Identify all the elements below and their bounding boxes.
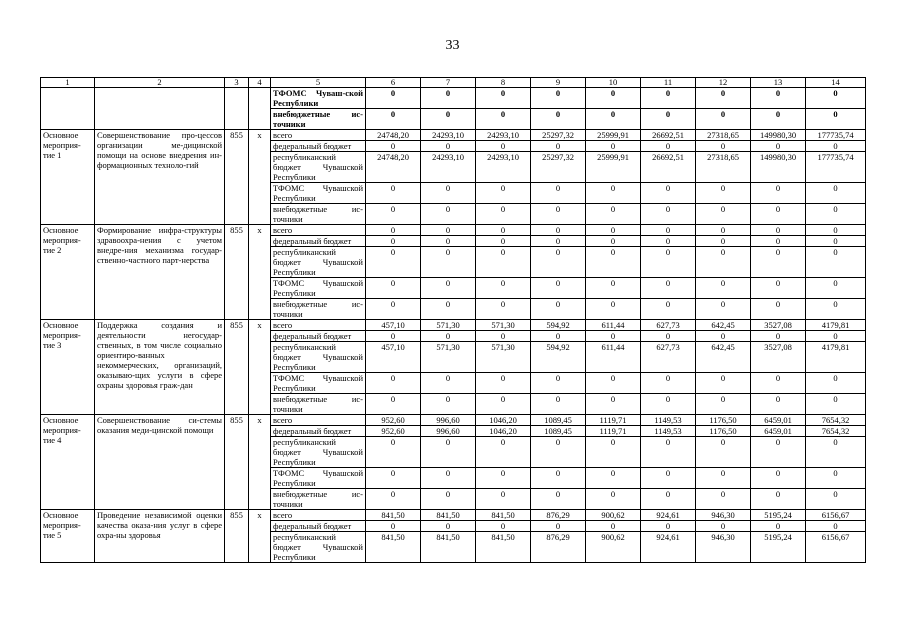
- value-cell: 0: [751, 204, 806, 225]
- value-cell: 996,60: [421, 426, 476, 437]
- value-cell: 25999,91: [586, 152, 641, 183]
- value-cell: 0: [751, 236, 806, 247]
- value-cell: 0: [641, 247, 696, 278]
- value-cell: 952,60: [366, 415, 421, 426]
- value-cell: 0: [806, 489, 866, 510]
- section-mark: x: [249, 320, 271, 415]
- value-cell: 0: [531, 373, 586, 394]
- value-cell: 571,30: [421, 320, 476, 331]
- value-cell: 611,44: [586, 320, 641, 331]
- value-cell: 3527,08: [751, 342, 806, 373]
- value-cell: 0: [476, 183, 531, 204]
- value-cell: 0: [531, 437, 586, 468]
- grbs-code: 855: [225, 415, 249, 510]
- value-cell: 0: [476, 109, 531, 130]
- value-cell: 0: [366, 278, 421, 299]
- funding-source: всего: [271, 225, 366, 236]
- value-cell: 0: [641, 489, 696, 510]
- value-cell: 0: [476, 88, 531, 109]
- value-cell: 4179,81: [806, 320, 866, 331]
- value-cell: 0: [696, 299, 751, 320]
- value-cell: 0: [476, 373, 531, 394]
- value-cell: 0: [531, 204, 586, 225]
- measure-name: Поддержка создания и деятельности негосудар-ственных, в том числе социально ориентиро-ванных некоммерческих, организаций, оказываю-щих услуги в сфере охраны здоровья граж-дан: [95, 320, 225, 415]
- funding-source: всего: [271, 510, 366, 521]
- value-cell: 0: [366, 183, 421, 204]
- value-cell: 7654,32: [806, 426, 866, 437]
- value-cell: 0: [586, 373, 641, 394]
- value-cell: 149980,30: [751, 130, 806, 141]
- value-cell: 0: [806, 225, 866, 236]
- value-cell: 0: [476, 141, 531, 152]
- value-cell: 952,60: [366, 426, 421, 437]
- column-header: 1: [41, 78, 95, 88]
- value-cell: 5195,24: [751, 532, 806, 563]
- measure-name: Совершенствование про-цессов организации ме-дицинской помощи на основе внедрения ин-формационных техноло-гий: [95, 130, 225, 225]
- value-cell: 6156,67: [806, 532, 866, 563]
- value-cell: 1119,71: [586, 415, 641, 426]
- value-cell: 0: [531, 236, 586, 247]
- value-cell: 0: [751, 468, 806, 489]
- value-cell: 5195,24: [751, 510, 806, 521]
- table-row: [41, 130, 866, 141]
- value-cell: 27318,65: [696, 152, 751, 183]
- value-cell: 0: [641, 468, 696, 489]
- funding-source: внебюджетные ис-точники: [271, 109, 366, 130]
- value-cell: 0: [366, 247, 421, 278]
- grbs-code: 855: [225, 320, 249, 415]
- value-cell: 0: [806, 468, 866, 489]
- value-cell: 594,92: [531, 320, 586, 331]
- value-cell: 0: [586, 299, 641, 320]
- funding-source: республиканский бюджет Чувашской Республики: [271, 152, 366, 183]
- value-cell: 4179,81: [806, 342, 866, 373]
- value-cell: 0: [806, 109, 866, 130]
- column-header: 3: [225, 78, 249, 88]
- value-cell: 0: [696, 141, 751, 152]
- value-cell: 0: [476, 278, 531, 299]
- value-cell: 0: [806, 437, 866, 468]
- funding-source: ТФОМС Чувашской Республики: [271, 278, 366, 299]
- value-cell: 177735,74: [806, 130, 866, 141]
- value-cell: 0: [586, 278, 641, 299]
- value-cell: 0: [421, 437, 476, 468]
- value-cell: 1149,53: [641, 426, 696, 437]
- empty-cell: [95, 88, 225, 130]
- value-cell: 0: [476, 521, 531, 532]
- value-cell: 25297,32: [531, 130, 586, 141]
- value-cell: 642,45: [696, 320, 751, 331]
- value-cell: 24748,20: [366, 130, 421, 141]
- value-cell: 0: [476, 437, 531, 468]
- table-row: [41, 415, 866, 426]
- value-cell: 149980,30: [751, 152, 806, 183]
- column-header: 7: [421, 78, 476, 88]
- value-cell: 0: [531, 88, 586, 109]
- value-cell: 0: [531, 278, 586, 299]
- measure-name: Проведение независимой оценки качества оказа-ния услуг в сфере охра-ны здоровья: [95, 510, 225, 563]
- value-cell: 0: [806, 141, 866, 152]
- value-cell: 0: [586, 468, 641, 489]
- value-cell: 0: [421, 109, 476, 130]
- value-cell: 0: [806, 331, 866, 342]
- value-cell: 0: [696, 204, 751, 225]
- value-cell: 0: [421, 489, 476, 510]
- value-cell: 0: [751, 183, 806, 204]
- funding-source: внебюджетные ис-точники: [271, 299, 366, 320]
- value-cell: 24748,20: [366, 152, 421, 183]
- value-cell: 3527,08: [751, 320, 806, 331]
- value-cell: 0: [586, 183, 641, 204]
- column-header: 10: [586, 78, 641, 88]
- value-cell: 0: [696, 373, 751, 394]
- value-cell: 0: [476, 204, 531, 225]
- value-cell: 1119,71: [586, 426, 641, 437]
- value-cell: 25297,32: [531, 152, 586, 183]
- value-cell: 0: [366, 299, 421, 320]
- value-cell: 457,10: [366, 342, 421, 373]
- value-cell: 0: [421, 468, 476, 489]
- value-cell: 0: [641, 88, 696, 109]
- grbs-code: 855: [225, 510, 249, 563]
- value-cell: 841,50: [476, 532, 531, 563]
- value-cell: 0: [751, 437, 806, 468]
- value-cell: 0: [641, 141, 696, 152]
- value-cell: 0: [586, 521, 641, 532]
- value-cell: 841,50: [366, 510, 421, 521]
- value-cell: 627,73: [641, 342, 696, 373]
- value-cell: 841,50: [421, 510, 476, 521]
- value-cell: 0: [586, 225, 641, 236]
- value-cell: 571,30: [421, 342, 476, 373]
- column-header: 4: [249, 78, 271, 88]
- value-cell: 0: [421, 183, 476, 204]
- value-cell: 0: [806, 521, 866, 532]
- value-cell: 6459,01: [751, 426, 806, 437]
- value-cell: 0: [421, 331, 476, 342]
- value-cell: 0: [531, 331, 586, 342]
- value-cell: 0: [531, 141, 586, 152]
- value-cell: 0: [806, 373, 866, 394]
- value-cell: 0: [696, 225, 751, 236]
- value-cell: 0: [806, 204, 866, 225]
- value-cell: 6459,01: [751, 415, 806, 426]
- measure-name: Формирование инфра-структуры здравоохра-нения с учетом внедре-ния механизма государ-ственно-частного парт-нерства: [95, 225, 225, 320]
- value-cell: 0: [366, 373, 421, 394]
- value-cell: 0: [421, 521, 476, 532]
- column-header: 14: [806, 78, 866, 88]
- value-cell: 0: [641, 225, 696, 236]
- value-cell: 0: [421, 247, 476, 278]
- value-cell: 1046,20: [476, 415, 531, 426]
- column-header: 9: [531, 78, 586, 88]
- funding-source: всего: [271, 130, 366, 141]
- value-cell: 0: [586, 236, 641, 247]
- value-cell: 0: [806, 278, 866, 299]
- value-cell: 642,45: [696, 342, 751, 373]
- value-cell: 0: [751, 278, 806, 299]
- measure-name: Совершенствование си-стемы оказания меди-цинской помощи: [95, 415, 225, 510]
- funding-source: ТФОМС Чувашской Республики: [271, 468, 366, 489]
- value-cell: 0: [476, 331, 531, 342]
- measure-type: Основное мероприя-тие 5: [41, 510, 95, 563]
- value-cell: 0: [696, 394, 751, 415]
- value-cell: 0: [806, 236, 866, 247]
- value-cell: 0: [421, 141, 476, 152]
- value-cell: 0: [696, 521, 751, 532]
- value-cell: 0: [751, 88, 806, 109]
- value-cell: 1089,45: [531, 415, 586, 426]
- value-cell: 0: [531, 299, 586, 320]
- value-cell: 0: [641, 236, 696, 247]
- value-cell: 25999,91: [586, 130, 641, 141]
- funding-source: ТФОМС Чувашской Республики: [271, 373, 366, 394]
- value-cell: 0: [531, 489, 586, 510]
- value-cell: 0: [476, 468, 531, 489]
- page-number: 33: [445, 38, 460, 53]
- measure-type: Основное мероприя-тие 4: [41, 415, 95, 510]
- budget-table: [40, 77, 866, 563]
- table-row: [41, 510, 866, 521]
- grbs-code: 855: [225, 225, 249, 320]
- value-cell: 0: [421, 236, 476, 247]
- value-cell: 0: [641, 373, 696, 394]
- value-cell: 0: [476, 299, 531, 320]
- value-cell: 24293,10: [421, 130, 476, 141]
- value-cell: 0: [586, 489, 641, 510]
- value-cell: 0: [641, 204, 696, 225]
- section-mark: x: [249, 130, 271, 225]
- value-cell: 924,61: [641, 532, 696, 563]
- funding-source: федеральный бюджет: [271, 331, 366, 342]
- value-cell: 0: [641, 278, 696, 299]
- funding-source: республиканский бюджет Чувашской Республики: [271, 247, 366, 278]
- value-cell: 627,73: [641, 320, 696, 331]
- value-cell: 0: [366, 468, 421, 489]
- funding-source: ТФОМС Чувашской Республики: [271, 183, 366, 204]
- value-cell: 0: [806, 247, 866, 278]
- value-cell: 0: [421, 204, 476, 225]
- value-cell: 0: [696, 278, 751, 299]
- value-cell: 900,62: [586, 532, 641, 563]
- value-cell: 0: [366, 141, 421, 152]
- value-cell: 26692,51: [641, 130, 696, 141]
- empty-cell: [225, 88, 249, 130]
- funding-source: внебюджетные ис-точники: [271, 394, 366, 415]
- value-cell: 0: [531, 394, 586, 415]
- value-cell: 0: [586, 204, 641, 225]
- measure-type: Основное мероприя-тие 3: [41, 320, 95, 415]
- value-cell: 0: [366, 437, 421, 468]
- value-cell: 0: [751, 489, 806, 510]
- value-cell: 0: [421, 88, 476, 109]
- value-cell: 0: [366, 225, 421, 236]
- funding-source: федеральный бюджет: [271, 426, 366, 437]
- value-cell: 177735,74: [806, 152, 866, 183]
- column-header: 11: [641, 78, 696, 88]
- value-cell: 1176,50: [696, 415, 751, 426]
- value-cell: 457,10: [366, 320, 421, 331]
- funding-source: всего: [271, 415, 366, 426]
- value-cell: 0: [806, 183, 866, 204]
- value-cell: 0: [421, 225, 476, 236]
- value-cell: 841,50: [421, 532, 476, 563]
- value-cell: 841,50: [366, 532, 421, 563]
- value-cell: 0: [476, 394, 531, 415]
- value-cell: 0: [586, 437, 641, 468]
- value-cell: 0: [531, 225, 586, 236]
- value-cell: 0: [751, 109, 806, 130]
- funding-source: федеральный бюджет: [271, 141, 366, 152]
- value-cell: 1046,20: [476, 426, 531, 437]
- measure-type: Основное мероприя-тие 2: [41, 225, 95, 320]
- section-mark: x: [249, 510, 271, 563]
- value-cell: 0: [366, 204, 421, 225]
- value-cell: 0: [751, 394, 806, 415]
- value-cell: 0: [641, 109, 696, 130]
- value-cell: 0: [366, 489, 421, 510]
- section-mark: x: [249, 415, 271, 510]
- value-cell: 0: [531, 109, 586, 130]
- funding-source: федеральный бюджет: [271, 236, 366, 247]
- value-cell: 0: [531, 183, 586, 204]
- value-cell: 27318,65: [696, 130, 751, 141]
- value-cell: 0: [586, 88, 641, 109]
- value-cell: 0: [696, 331, 751, 342]
- column-header: 5: [271, 78, 366, 88]
- value-cell: 0: [366, 236, 421, 247]
- value-cell: 0: [641, 437, 696, 468]
- value-cell: 0: [476, 225, 531, 236]
- value-cell: 24293,10: [421, 152, 476, 183]
- column-header: 12: [696, 78, 751, 88]
- value-cell: 0: [806, 394, 866, 415]
- table-row: [41, 320, 866, 331]
- value-cell: 0: [696, 489, 751, 510]
- value-cell: 0: [641, 183, 696, 204]
- value-cell: 1089,45: [531, 426, 586, 437]
- funding-source: республиканский бюджет Чувашской Республики: [271, 437, 366, 468]
- value-cell: 0: [586, 331, 641, 342]
- value-cell: 0: [696, 236, 751, 247]
- value-cell: 594,92: [531, 342, 586, 373]
- value-cell: 6156,67: [806, 510, 866, 521]
- value-cell: 0: [476, 236, 531, 247]
- value-cell: 0: [641, 521, 696, 532]
- value-cell: 0: [696, 88, 751, 109]
- funding-source: республиканский бюджет Чувашской Республики: [271, 532, 366, 563]
- column-header: 8: [476, 78, 531, 88]
- value-cell: 1176,50: [696, 426, 751, 437]
- value-cell: 0: [366, 331, 421, 342]
- value-cell: 0: [586, 394, 641, 415]
- value-cell: 0: [641, 299, 696, 320]
- value-cell: 876,29: [531, 510, 586, 521]
- funding-source: внебюджетные ис-точники: [271, 204, 366, 225]
- value-cell: 0: [696, 109, 751, 130]
- value-cell: 0: [531, 468, 586, 489]
- value-cell: 0: [366, 109, 421, 130]
- value-cell: 0: [586, 109, 641, 130]
- value-cell: 0: [421, 373, 476, 394]
- value-cell: 24293,10: [476, 130, 531, 141]
- value-cell: 0: [806, 299, 866, 320]
- value-cell: 0: [476, 489, 531, 510]
- funding-source: ТФОМС Чуваш-ской Республики: [271, 88, 366, 109]
- value-cell: 0: [531, 247, 586, 278]
- column-header: 6: [366, 78, 421, 88]
- funding-source: республиканский бюджет Чувашской Республики: [271, 342, 366, 373]
- funding-source: внебюджетные ис-точники: [271, 489, 366, 510]
- value-cell: 0: [366, 394, 421, 415]
- value-cell: 946,30: [696, 532, 751, 563]
- measure-type: Основное мероприя-тие 1: [41, 130, 95, 225]
- table-body: [41, 88, 866, 563]
- value-cell: 0: [696, 437, 751, 468]
- value-cell: 24293,10: [476, 152, 531, 183]
- value-cell: 611,44: [586, 342, 641, 373]
- table-row: [41, 88, 866, 109]
- value-cell: 0: [806, 88, 866, 109]
- value-cell: 0: [421, 278, 476, 299]
- value-cell: 0: [421, 394, 476, 415]
- value-cell: 0: [586, 141, 641, 152]
- header-row: [41, 78, 866, 88]
- table-row: [41, 225, 866, 236]
- section-mark: x: [249, 225, 271, 320]
- value-cell: 0: [366, 88, 421, 109]
- value-cell: 0: [751, 373, 806, 394]
- value-cell: 841,50: [476, 510, 531, 521]
- value-cell: 26692,51: [641, 152, 696, 183]
- value-cell: 0: [751, 247, 806, 278]
- column-header: 2: [95, 78, 225, 88]
- empty-cell: [41, 88, 95, 130]
- grbs-code: 855: [225, 130, 249, 225]
- value-cell: 0: [751, 521, 806, 532]
- value-cell: 876,29: [531, 532, 586, 563]
- value-cell: 0: [476, 247, 531, 278]
- value-cell: 0: [696, 183, 751, 204]
- value-cell: 0: [696, 468, 751, 489]
- value-cell: 0: [586, 247, 641, 278]
- funding-source: федеральный бюджет: [271, 521, 366, 532]
- value-cell: 571,30: [476, 342, 531, 373]
- value-cell: 0: [641, 394, 696, 415]
- value-cell: 924,61: [641, 510, 696, 521]
- value-cell: 0: [751, 141, 806, 152]
- empty-cell: [249, 88, 271, 130]
- value-cell: 900,62: [586, 510, 641, 521]
- value-cell: 0: [421, 299, 476, 320]
- value-cell: 571,30: [476, 320, 531, 331]
- value-cell: 0: [531, 521, 586, 532]
- value-cell: 7654,32: [806, 415, 866, 426]
- value-cell: 0: [751, 331, 806, 342]
- value-cell: 946,30: [696, 510, 751, 521]
- funding-source: всего: [271, 320, 366, 331]
- value-cell: 1149,53: [641, 415, 696, 426]
- column-header: 13: [751, 78, 806, 88]
- value-cell: 0: [751, 299, 806, 320]
- value-cell: 0: [696, 247, 751, 278]
- value-cell: 0: [751, 225, 806, 236]
- value-cell: 0: [366, 521, 421, 532]
- value-cell: 0: [641, 331, 696, 342]
- value-cell: 996,60: [421, 415, 476, 426]
